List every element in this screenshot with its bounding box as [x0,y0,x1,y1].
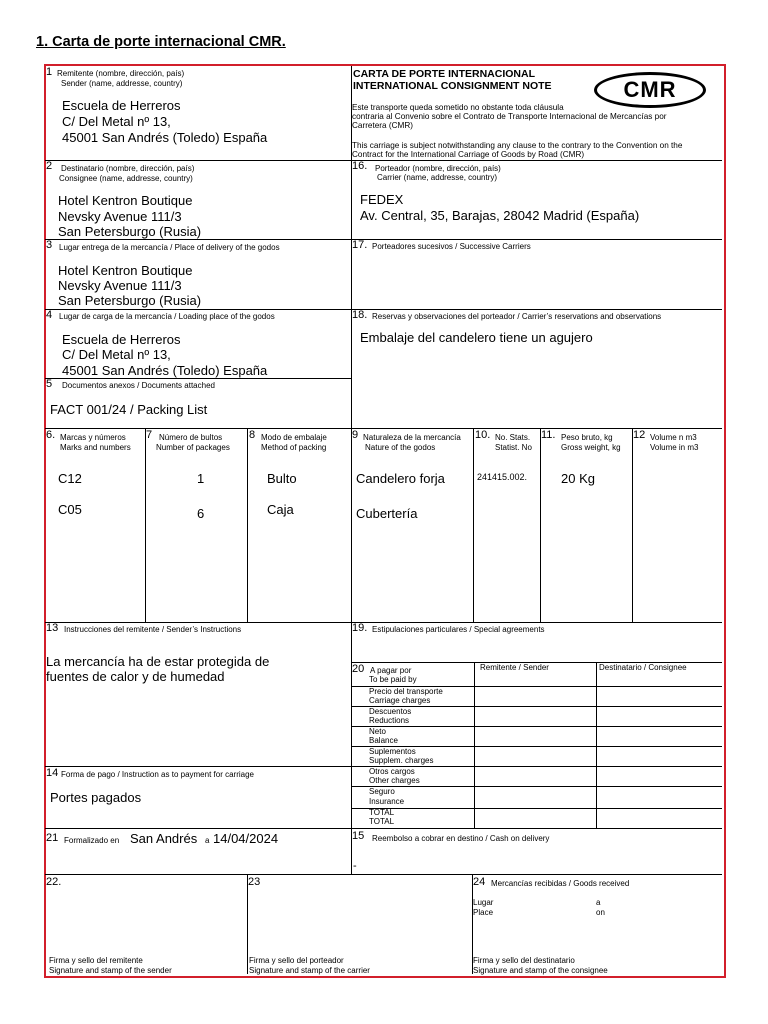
charge-row3-en: Balance [369,736,398,745]
row2-nature: Cubertería [356,506,418,521]
place-of-issue: San Andrés [130,831,198,846]
sender-city: 45001 San Andrés (Toledo) España [62,130,268,145]
delivery-name: Hotel Kentron Boutique [58,263,193,278]
col11-label-en: Gross weight, kg [561,443,621,452]
box14-number: 14 [46,767,59,779]
col11-number: 11. [541,429,556,441]
box24-a: a [596,898,601,907]
col8-label-en: Method of packing [261,443,327,452]
date-of-issue: 14/04/2024 [213,831,279,846]
col12-label-en: Volume in m3 [650,443,699,452]
delivery-city: San Petersburgo (Rusia) [58,293,202,308]
col6-label-en: Marks and numbers [60,443,131,452]
box1-label-es: Remitente (nombre, dirección, país) [57,69,185,78]
col8-label-es: Modo de embalaje [261,433,327,442]
col6-label-es: Marcas y números [60,433,126,442]
box20-label-es: A pagar por [370,666,412,675]
charge-row6-es: Seguro [369,787,395,796]
box20-col-sender: Remitente / Sender [480,663,549,672]
box4-number: 4 [46,309,53,321]
box15-label: Reembolso a cobrar en destino / Cash on delivery [372,834,550,843]
charge-row1-en: Carriage charges [369,696,431,705]
box20-col-consignee: Destinatario / Consignee [599,663,687,672]
row1-packing: Bulto [267,471,297,486]
col10-number: 10. [475,429,491,441]
col9-label-en: Nature of the godos [365,443,436,452]
box2-number: 2 [46,160,53,172]
box19-label: Estipulaciones particulares / Special agreements [372,625,545,634]
charge-row4-es: Suplementos [369,747,416,756]
box23-number: 23 [248,876,261,888]
box5-number: 5 [46,378,53,390]
row2-packing: Caja [267,502,294,517]
charge-row6-en: Insurance [369,797,405,806]
sender-signature-en: Signature and stamp of the sender [49,966,172,975]
document-heading: 1. Carta de porte internacional CMR. [36,34,286,50]
sender-instructions-1: La mercancía ha de estar protegida de [46,654,270,669]
box2-label-es: Destinatario (nombre, dirección, país) [61,164,195,173]
charge-row7-en: TOTAL [369,817,395,826]
notice-en-1: This carriage is subject notwithstanding any clause to the contrary to the Convention on the [352,141,683,150]
box16-label-es: Porteador (nombre, dirección, país) [375,164,501,173]
sender-signature-es: Firma y sello del remitente [49,956,143,965]
payment-instruction: Portes pagados [50,790,142,805]
charge-row5-es: Otros cargos [369,767,415,776]
consignee-city: San Petersburgo (Rusia) [58,224,202,239]
charge-row3-es: Neto [369,727,386,736]
charge-row2-es: Descuentos [369,707,412,716]
row1-marks: C12 [58,471,82,486]
consignee-signature-es: Firma y sello del destinatario [473,956,575,965]
col9-number: 9 [352,429,359,441]
carrier-signature-es: Firma y sello del porteador [249,956,344,965]
box3-number: 3 [46,239,53,251]
box14-label: Forma de pago / Instruction as to payment for carriage [61,770,254,779]
box15-number: 15 [352,830,365,842]
row1-nature: Candelero forja [356,471,445,486]
cmr-logo: CMR [594,72,706,108]
consignee-signature-en: Signature and stamp of the consignee [473,966,608,975]
box21-a: a [205,836,210,845]
col11-label-es: Peso bruto, kg [561,433,613,442]
box18-number: 18. [352,309,368,321]
loading-name: Escuela de Herreros [62,332,181,347]
row1-packages: 1 [197,471,205,486]
box2-label-en: Consignee (name, addresse, country) [59,174,193,183]
box13-label: Instrucciones del remitente / Sender’s Instructions [64,625,242,634]
row1-stat: 241415.002. [477,472,528,482]
box4-label: Lugar de carga de la mercancía / Loading place of the godos [59,312,275,321]
col6-number: 6. [46,429,56,441]
consignee-name: Hotel Kentron Boutique [58,193,193,208]
row2-packages: 6 [197,506,205,521]
row1-weight: 20 Kg [561,471,595,486]
title-es: CARTA DE PORTE INTERNACIONAL [353,68,535,80]
box22-number: 22. [46,876,62,888]
col7-number: 7 [146,429,153,441]
title-en: INTERNATIONAL CONSIGNMENT NOTE [353,80,552,92]
col10-label-es: No. Stats. [495,433,531,442]
col12-number: 12 [633,429,646,441]
sender-name: Escuela de Herreros [62,98,181,113]
carrier-signature-en: Signature and stamp of the carrier [249,966,370,975]
box21-number: 21 [46,832,59,844]
box5-label: Documentos anexos / Documents attached [62,381,215,390]
charge-row2-en: Reductions [369,716,410,725]
box17-label: Porteadores sucesivos / Successive Carriers [372,242,531,251]
box16-number: 16. [352,160,368,172]
box24-place: Place [473,908,494,917]
consignee-street: Nevsky Avenue 111/3 [58,209,182,224]
box24-number: 24 [473,876,486,888]
notice-es-3: Carretera (CMR) [352,121,413,130]
cash-on-delivery-value: - [353,860,357,872]
box24-lugar: Lugar [473,898,494,907]
notice-es-1: Este transporte queda sometido no obstante toda cláusula [352,103,564,112]
box3-label: Lugar entrega de la mercancía / Place of delivery of the godos [59,243,280,252]
box17-number: 17. [352,239,368,251]
loading-city: 45001 San Andrés (Toledo) España [62,363,268,378]
carrier-name: FEDEX [360,192,404,207]
box18-label: Reservas y observaciones del porteador / Carrier’s reservations and observations [372,312,662,321]
box1-label-en: Sender (name, addresse, country) [61,79,183,88]
carrier-address: Av. Central, 35, Barajas, 28042 Madrid (España) [360,208,640,223]
box24-label: Mercancías recibidas / Goods received [491,879,630,888]
col12-label-es: Volume n m3 [650,433,697,442]
attached-documents: FACT 001/24 / Packing List [50,402,208,417]
col7-label-en: Number of packages [156,443,230,452]
charge-row4-en: Supplem. charges [369,756,434,765]
sender-instructions-2: fuentes de calor y de humedad [46,669,225,684]
box20-number: 20 [352,663,365,675]
loading-street: C/ Del Metal nº 13, [62,347,171,362]
sender-street: C/ Del Metal nº 13, [62,114,171,129]
box19-number: 19. [352,622,368,634]
box13-number: 13 [46,622,59,634]
box24-on: on [596,908,605,917]
charge-row5-en: Other charges [369,776,420,785]
col9-label-es: Naturaleza de la mercancía [363,433,461,442]
charge-row7-es: TOTAL [369,808,395,817]
box20-label-en: To be paid by [369,675,417,684]
box21-label: Formalizado en [64,836,120,845]
delivery-street: Nevsky Avenue 111/3 [58,278,182,293]
box16-label-en: Carrier (name, addresse, country) [377,173,498,182]
row2-marks: C05 [58,502,82,517]
col8-number: 8 [249,429,256,441]
notice-es-2: contraria al Convenio sobre el Contrato de Transporte Internacional de Mercancías por [352,112,667,121]
carrier-reservations: Embalaje del candelero tiene un agujero [360,330,593,345]
charge-row1-es: Precio del transporte [369,687,443,696]
col10-label-en: Statist. No [495,443,532,452]
col7-label-es: Número de bultos [159,433,223,442]
notice-en-2: Contract for the International Carriage of Goods by Road (CMR) [352,150,585,159]
box1-number: 1 [46,66,53,78]
